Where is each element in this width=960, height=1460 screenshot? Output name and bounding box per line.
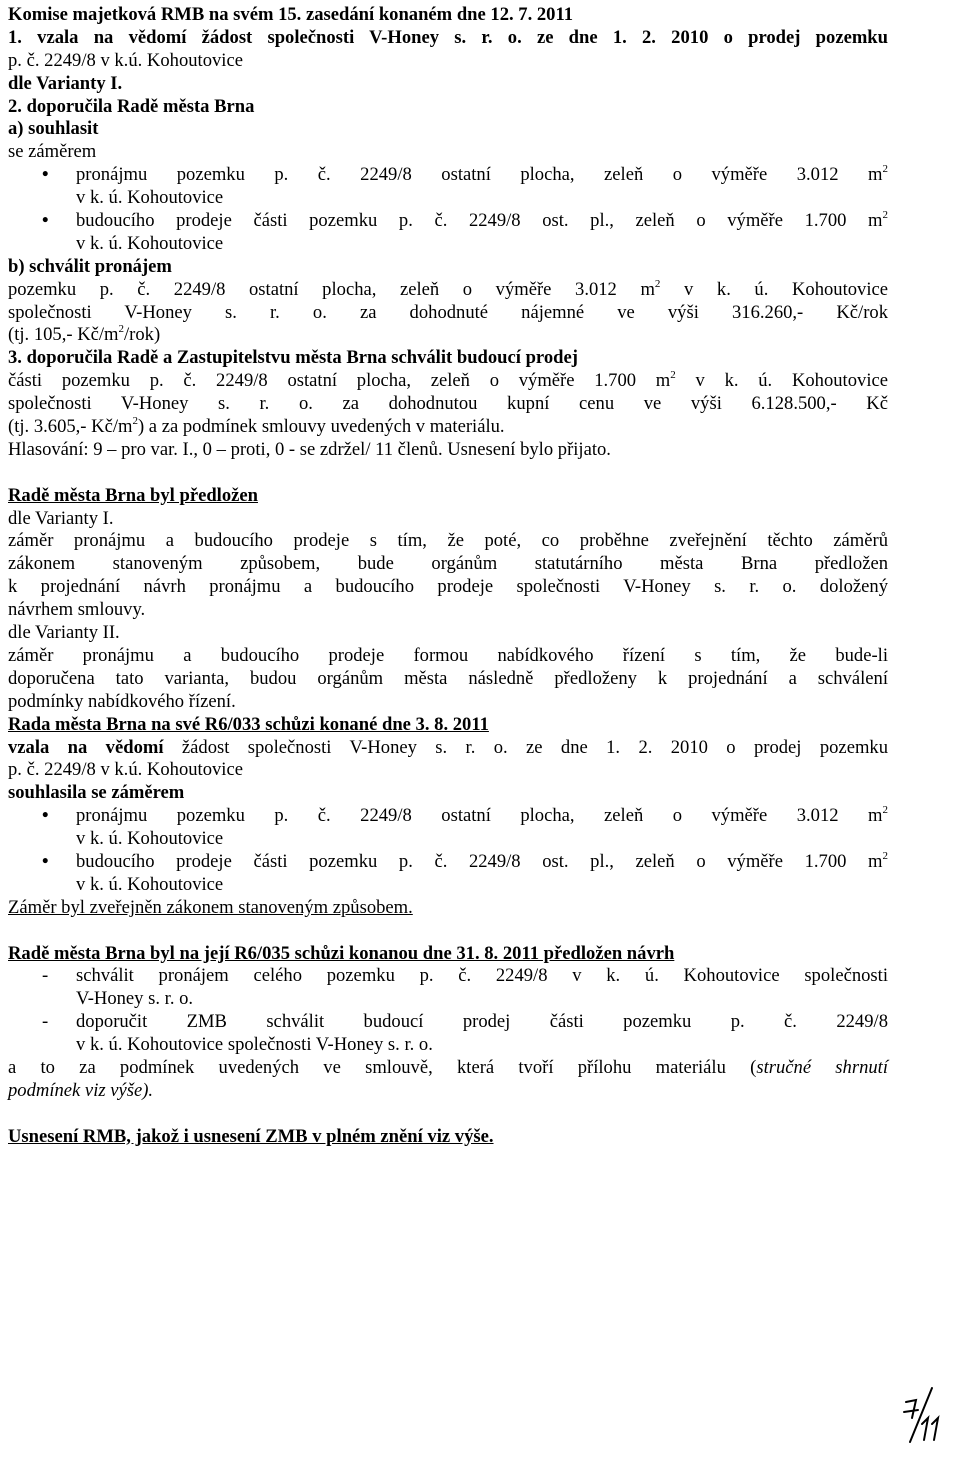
text: k projednání návrh pronájmu a budoucího prodeje společnosti V-Honey s. r. o. doložený [8,576,888,598]
resolution-1-line-1 [8,27,888,50]
text: části pozemku p. č. 2249/8 ostatní plocha, zeleň o výměře 1.700 m [8,370,671,392]
bullet-future-sale-2 [8,851,888,874]
spacer [8,462,888,485]
bullet-lease-line-2: v k. ú. Kohoutovice [76,187,224,209]
proposal-item-2 [8,1011,888,1034]
text: záměr pronájmu a budoucího prodeje s tím, že poté, co proběhne zveřejnění těchto záměrů [8,530,888,552]
resolution-1-line-3: dle Varianty I. [8,72,123,94]
bullet-future-sale [8,210,888,233]
text: /rok) [124,324,161,346]
bullet-icon: • [42,850,49,872]
final-note: Usnesení RMB, jakož i usnesení ZMB v plném znění viz výše. [8,1125,494,1147]
text: v k. ú. Kohoutovice [675,370,888,392]
bullet-lease [8,164,888,187]
resolution-3-line-3 [8,393,888,416]
resolution-2b: b) schválit pronájem [8,255,172,277]
council-submission-heading: Radě města Brna byl předložen [8,484,258,506]
text: 1. vzala na vědomí žádost společnosti V-Honey s. r. o. ze dne 1. 2. 2010 o prodej pozemku [8,26,888,48]
resolution-3-line-4 [8,416,888,439]
acknowledged-line-2: p. č. 2249/8 v k.ú. Kohoutovice [8,759,243,781]
text: schválit pronájem celého pozemku p. č. 2249/8 v k. ú. Kohoutovice společnosti [76,965,888,987]
resolution-2-line-1: 2. doporučila Radě města Brna [8,95,255,117]
bullet-text: pronájmu pozemku p. č. 2249/8 ostatní plocha, zeleň o výměře 3.012 m [76,164,883,186]
spacer [8,1103,888,1126]
bullet-text: budoucího prodeje části pozemku p. č. 2249/8 ost. pl., zeleň o výměře 1.700 m [76,850,883,872]
document-body [8,4,888,1149]
conditions-line-2: podmínek viz výše). [8,1079,154,1101]
variant-2-line-2 [8,668,888,691]
proposal-heading: Radě města Brna byl na její R6/035 schůzi konanou dne 31. 8. 2011 předložen návrh [8,942,675,964]
published-notice: Záměr byl zveřejněn zákonem stanoveným způsobem. [8,896,413,918]
variant-2-label: dle Varianty II. [8,622,120,644]
text: ) a za podmínek smlouvy uvedených v materiálu. [137,416,505,438]
text: doporučit ZMB schválit budoucí prodej části pozemku p. č. 2249/8 [76,1011,888,1033]
superscript: 2 [882,804,888,817]
proposal-item-1-line-2: V-Honey s. r. o. [76,988,194,1010]
resolution-3-line-1: 3. doporučila Radě a Zastupitelstvu města Brna schválit budoucí prodej [8,347,578,369]
bullet-text: budoucího prodeje části pozemku p. č. 2249/8 ost. pl., zeleň o výměře 1.700 m [76,210,883,232]
bullet-icon: • [42,805,49,827]
commission-heading: Komise majetková RMB na svém 15. zasedání konaném dne 12. 7. 2011 [8,4,574,25]
proposal-item-2-line-2: v k. ú. Kohoutovice společnosti V-Honey s. r. o. [76,1034,433,1056]
bullet-lease-2-line-2: v k. ú. Kohoutovice [76,828,224,850]
superscript: 2 [670,369,676,382]
conditions-line-1 [8,1057,888,1080]
text: (tj. 3.605,- Kč/m [8,416,133,438]
bullet-lease-2 [8,805,888,828]
text: a to za podmínek uvedených ve smlouvě, která tvoří přílohu materiálu ( [8,1056,757,1078]
resolution-2b-line-2 [8,302,888,325]
superscript: 2 [132,415,138,428]
dash-icon: - [42,1011,49,1033]
resolution-1-line-2: p. č. 2249/8 v k.ú. Kohoutovice [8,49,243,71]
superscript: 2 [118,323,125,336]
variant-1-line-3 [8,576,888,599]
acknowledged-line-1 [8,737,888,760]
text: zákonem stanoveným způsobem, bude orgánům statutárního města Brna předložen [8,553,888,575]
text: žádost společnosti V-Honey s. r. o. ze dne 1. 2. 2010 o prodej pozemku [163,736,888,758]
text: společnosti V-Honey s. r. o. za dohodnutou kupní cenu ve výši 6.128.500,- Kč [8,393,888,415]
bullet-future-sale-line-2: v k. ú. Kohoutovice [76,232,224,254]
resolution-2a-intro: se záměrem [8,141,97,163]
text: záměr pronájmu a budoucího prodeje formou nabídkového řízení s tím, že bude-li [8,644,888,666]
bullet-icon: • [42,210,49,232]
resolution-2b-line-1 [8,279,888,302]
bullet-text: pronájmu pozemku p. č. 2249/8 ostatní plocha, zeleň o výměře 3.012 m [76,805,883,827]
superscript: 2 [882,163,888,176]
vote-result: Hlasování: 9 – pro var. I., 0 – proti, 0 - se zdržel/ 11 členů. Usnesení bylo přijato. [8,438,611,460]
superscript: 2 [882,849,888,862]
superscript: 2 [882,209,888,222]
superscript: 2 [654,277,661,290]
dash-icon: - [42,965,49,987]
variant-1-line-1 [8,530,888,553]
text: doporučena tato varianta, budou orgánům města následně předloženy k projednání a schválení [8,667,888,689]
proposal-item-1 [8,965,888,988]
bullet-icon: • [42,164,49,186]
resolution-2b-line-3 [8,324,888,347]
text: společnosti V-Honey s. r. o. za dohodnuté nájemné ve výši 316.260,- Kč/rok [8,301,888,323]
council-meeting-heading: Rada města Brna na své R6/033 schůzi konané dne 3. 8. 2011 [8,713,489,735]
resolution-3-line-2 [8,370,888,393]
variant-2-line-3: podmínky nabídkového řízení. [8,690,236,712]
text: (tj. 105,- Kč/m [8,324,119,346]
variant-2-line-1 [8,645,888,668]
handwritten-page-mark-icon [892,1384,952,1446]
text: v k. ú. Kohoutovice [660,278,889,300]
text: pozemku p. č. 2249/8 ostatní plocha, zeleň o výměře 3.012 m [8,278,655,300]
agreed-with-intent: souhlasila se záměrem [8,782,185,804]
text: stručné shrnutí [756,1056,888,1078]
spacer [8,920,888,943]
resolution-2a: a) souhlasit [8,118,99,140]
bullet-future-sale-2-line-2: v k. ú. Kohoutovice [76,873,224,895]
variant-1-line-2 [8,553,888,576]
variant-1-label: dle Varianty I. [8,507,114,529]
text: vzala na vědomí [8,736,164,758]
variant-1-line-4: návrhem smlouvy. [8,599,146,621]
